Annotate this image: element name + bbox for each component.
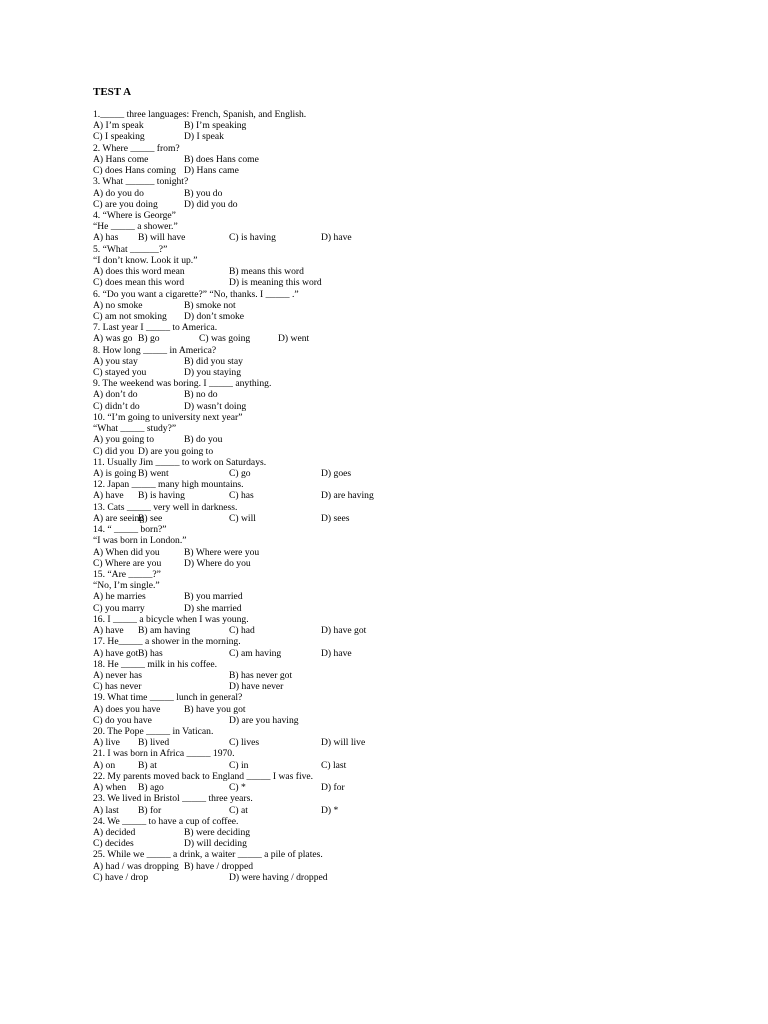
answer-option: D) have xyxy=(321,647,352,659)
answer-option: D) have got xyxy=(321,625,367,637)
line-text: 12. Japan _____ many high mountains. xyxy=(93,479,244,491)
text-line xyxy=(93,423,553,434)
answer-option: C) had xyxy=(229,625,255,637)
answer-options-row xyxy=(93,266,553,277)
answer-option: C) at xyxy=(229,804,248,816)
answer-option: A) has xyxy=(93,232,119,244)
answer-option: A) When did you xyxy=(93,546,160,558)
answer-option: A) was go xyxy=(93,333,133,345)
answer-option: A) have xyxy=(93,625,124,637)
line-text: 23. We lived in Bristol _____ three years. xyxy=(93,793,253,805)
text-line xyxy=(93,457,553,468)
answer-option: A) do you do xyxy=(93,187,144,199)
question-list xyxy=(93,109,553,883)
answer-option: B) you married xyxy=(184,591,243,603)
line-text: 6. “Do you want a cigarette?” “No, thanks. I _____ .” xyxy=(93,288,299,300)
text-line xyxy=(93,614,553,625)
answer-options-row xyxy=(93,782,553,793)
answer-option: B) has never got xyxy=(229,669,293,681)
answer-option: C) does mean this word xyxy=(93,277,185,289)
answer-options-row xyxy=(93,681,553,692)
answer-option: C) I speaking xyxy=(93,131,145,143)
answer-options-row xyxy=(93,367,553,378)
text-line xyxy=(93,535,553,546)
answer-option: D) are having xyxy=(321,490,374,502)
answer-options-row xyxy=(93,760,553,771)
line-text: 2. Where _____ from? xyxy=(93,142,180,154)
text-line xyxy=(93,378,553,389)
answer-options-row xyxy=(93,715,553,726)
answer-option: A) have got xyxy=(93,647,139,659)
answer-option: C) * xyxy=(229,782,246,794)
answer-option: D) have xyxy=(321,232,352,244)
answer-options-row xyxy=(93,120,553,131)
text-line xyxy=(93,659,553,670)
line-text: 17. He_____ a shower in the morning. xyxy=(93,636,241,648)
answer-option: C) is having xyxy=(229,232,276,244)
answer-option: D) went xyxy=(278,333,310,345)
answer-option: C) are you doing xyxy=(93,198,158,210)
answer-option: D) sees xyxy=(321,512,350,524)
line-text: 1._____ three languages: French, Spanish, and English. xyxy=(93,109,307,120)
answer-option: A) when xyxy=(93,782,127,794)
answer-options-row xyxy=(93,827,553,838)
line-text: 4. “Where is George” xyxy=(93,209,176,221)
answer-options-row xyxy=(93,872,553,883)
answer-option: B) is having xyxy=(138,490,185,502)
answer-option: A) he marries xyxy=(93,591,146,603)
answer-option: B) you do xyxy=(184,187,223,199)
answer-option: C) Where are you xyxy=(93,557,162,569)
answer-option: A) is going xyxy=(93,468,137,479)
answer-option: A) Hans come xyxy=(93,153,149,165)
answer-options-row xyxy=(93,446,553,457)
text-line xyxy=(93,255,553,266)
text-line xyxy=(93,793,553,804)
line-text: 25. While we _____ a drink, a waiter _____ a pile of plates. xyxy=(93,849,323,861)
answer-options-row xyxy=(93,401,553,412)
answer-options-row xyxy=(93,558,553,569)
answer-option: D) she married xyxy=(184,602,242,614)
line-text: 18. He _____ milk in his coffee. xyxy=(93,658,217,670)
answer-options-row xyxy=(93,591,553,602)
answer-option: B) have you got xyxy=(184,703,246,715)
answer-options-row xyxy=(93,434,553,445)
answer-option: A) you going to xyxy=(93,434,155,446)
answer-option: D) were having / dropped xyxy=(229,871,328,883)
answer-option: B) ago xyxy=(138,782,164,794)
answer-option: B) went xyxy=(138,468,169,479)
answer-options-row xyxy=(93,737,553,748)
line-text: 14. “ _____ born?” xyxy=(93,524,167,536)
page-title: TEST A xyxy=(93,86,132,98)
answer-option: B) at xyxy=(138,759,157,771)
text-line xyxy=(93,726,553,737)
text-line xyxy=(93,580,553,591)
line-text: 5. “What ______?” xyxy=(93,243,168,255)
answer-option: C) last xyxy=(321,759,347,771)
answer-option: B) will have xyxy=(138,232,186,244)
answer-option: B) go xyxy=(138,333,160,345)
answer-options-row xyxy=(93,188,553,199)
answer-options-row xyxy=(93,199,553,210)
line-text: 10. “I’m going to university next year” xyxy=(93,411,243,423)
text-line xyxy=(93,210,553,221)
answer-option: C) lives xyxy=(229,737,260,749)
answer-options-row xyxy=(93,154,553,165)
answer-option: A) decided xyxy=(93,827,136,838)
answer-option: A) never has xyxy=(93,669,143,681)
answer-options-row xyxy=(93,468,553,479)
answer-option: C) has xyxy=(229,490,254,502)
answer-options-row xyxy=(93,131,553,142)
answer-option: A) you stay xyxy=(93,355,138,367)
answer-option: B) did you stay xyxy=(184,355,243,367)
answer-option: B) were deciding xyxy=(184,827,251,838)
line-text: “What _____ study?” xyxy=(93,423,177,435)
answer-options-row xyxy=(93,625,553,636)
answer-option: B) means this word xyxy=(229,266,304,278)
answer-option: D) goes xyxy=(321,468,352,479)
answer-option: D) is meaning this word xyxy=(229,277,322,289)
answer-option: B) no do xyxy=(184,389,218,401)
line-text: 24. We _____ to have a cup of coffee. xyxy=(93,815,239,827)
text-line xyxy=(93,771,553,782)
answer-option: D) don’t smoke xyxy=(184,310,245,322)
answer-option: A) have xyxy=(93,490,124,502)
answer-options-row xyxy=(93,838,553,849)
answer-option: A) don’t do xyxy=(93,389,138,401)
answer-option: A) does you have xyxy=(93,703,161,715)
answer-options-row xyxy=(93,805,553,816)
answer-option: B) have / dropped xyxy=(184,860,254,872)
answer-option: D) did you do xyxy=(184,198,238,210)
line-text: 16. I _____ a bicycle when I was young. xyxy=(93,613,249,625)
line-text: 7. Last year I _____ to America. xyxy=(93,322,218,334)
text-line xyxy=(93,221,553,232)
answer-options-row xyxy=(93,547,553,558)
answer-option: A) does this word mean xyxy=(93,266,185,278)
line-text: “No, I’m single.” xyxy=(93,580,160,592)
answer-option: B) for xyxy=(138,804,162,816)
answer-option: A) I’m speak xyxy=(93,120,144,132)
text-line xyxy=(93,816,553,827)
answer-option: B) does Hans come xyxy=(184,153,259,165)
answer-options-row xyxy=(93,861,553,872)
answer-option: C) decides xyxy=(93,838,134,850)
answer-option: C) am not smoking xyxy=(93,310,167,322)
text-line xyxy=(93,176,553,187)
text-line xyxy=(93,143,553,154)
answer-option: A) no smoke xyxy=(93,299,143,311)
answer-option: D) will live xyxy=(321,737,366,749)
text-line xyxy=(93,524,553,535)
answer-options-row xyxy=(93,311,553,322)
answer-option: C) you marry xyxy=(93,602,145,614)
answer-option: D) are you having xyxy=(229,714,299,726)
answer-option: C) didn’t do xyxy=(93,400,140,412)
text-line xyxy=(93,345,553,356)
line-text: 22. My parents moved back to England _____ I was five. xyxy=(93,770,314,782)
answer-option: D) will deciding xyxy=(184,838,247,850)
answer-option: A) are seeing xyxy=(93,512,145,524)
line-text: “He _____ a shower.” xyxy=(93,221,178,233)
answer-option: C) in xyxy=(229,759,249,771)
answer-option: C) stayed you xyxy=(93,367,147,379)
answer-options-row xyxy=(93,333,553,344)
answer-option: C) am having xyxy=(229,647,282,659)
text-line xyxy=(93,849,553,860)
line-text: 20. The Pope _____ in Vatican. xyxy=(93,726,214,738)
answer-option: D) you staying xyxy=(184,367,242,379)
answer-option: A) live xyxy=(93,737,120,749)
line-text: 21. I was born in Africa _____ 1970. xyxy=(93,748,235,760)
answer-option: B) see xyxy=(138,512,163,524)
answer-option: C) does Hans coming xyxy=(93,165,176,177)
answer-option: A) on xyxy=(93,759,116,771)
answer-option: B) lived xyxy=(138,737,170,749)
line-text: “I don’t know. Look it up.” xyxy=(93,254,198,266)
answer-option: C) do you have xyxy=(93,714,152,726)
text-line xyxy=(93,636,553,647)
text-line xyxy=(93,748,553,759)
answer-option: D) wasn’t doing xyxy=(184,400,247,412)
text-line xyxy=(93,322,553,333)
answer-option: B) smoke not xyxy=(184,299,236,311)
text-line xyxy=(93,569,553,580)
line-text: 9. The weekend was boring. I _____ anything. xyxy=(93,378,272,390)
answer-option: D) have never xyxy=(229,681,284,693)
text-line xyxy=(93,109,553,120)
text-line xyxy=(93,244,553,255)
line-text: 11. Usually Jim _____ to work on Saturdays. xyxy=(93,456,267,468)
text-line xyxy=(93,692,553,703)
answer-options-row xyxy=(93,389,553,400)
answer-option: C) go xyxy=(229,468,251,479)
answer-option: D) Where do you xyxy=(184,557,251,569)
answer-options-row xyxy=(93,648,553,659)
answer-option: D) I speak xyxy=(184,131,224,143)
text-line xyxy=(93,412,553,423)
answer-options-row xyxy=(93,300,553,311)
answer-option: B) am having xyxy=(138,625,191,637)
answer-option: B) I’m speaking xyxy=(184,120,247,132)
answer-options-row xyxy=(93,603,553,614)
answer-option: B) has xyxy=(138,647,163,659)
answer-option: A) last xyxy=(93,804,119,816)
line-text: 3. What ______ tonight? xyxy=(93,176,189,188)
answer-option: C) did you xyxy=(93,445,135,457)
answer-option: D) * xyxy=(321,804,339,816)
answer-option: D) for xyxy=(321,782,345,794)
answer-options-row xyxy=(93,232,553,243)
line-text: 13. Cats _____ very well in darkness. xyxy=(93,501,238,513)
text-line xyxy=(93,289,553,300)
answer-options-row xyxy=(93,356,553,367)
line-text: 8. How long _____ in America? xyxy=(93,344,217,356)
answer-options-row xyxy=(93,513,553,524)
answer-options-row xyxy=(93,277,553,288)
answer-options-row xyxy=(93,704,553,715)
answer-option: B) do you xyxy=(184,434,223,446)
answer-option: D) Hans came xyxy=(184,165,239,177)
line-text: 19. What time _____ lunch in general? xyxy=(93,692,243,704)
line-text: “I was born in London.” xyxy=(93,535,187,547)
answer-option: C) have / drop xyxy=(93,871,149,883)
answer-option: C) will xyxy=(229,512,256,524)
answer-option: B) Where were you xyxy=(184,546,260,558)
text-line xyxy=(93,502,553,513)
answer-option: A) had / was dropping xyxy=(93,860,179,872)
answer-options-row xyxy=(93,670,553,681)
answer-option: D) are you going to xyxy=(138,445,214,457)
answer-option: C) has never xyxy=(93,681,142,693)
answer-option: C) was going xyxy=(199,333,251,345)
answer-options-row xyxy=(93,165,553,176)
line-text: 15. “Are _____?” xyxy=(93,568,161,580)
answer-options-row xyxy=(93,490,553,501)
text-line xyxy=(93,479,553,490)
